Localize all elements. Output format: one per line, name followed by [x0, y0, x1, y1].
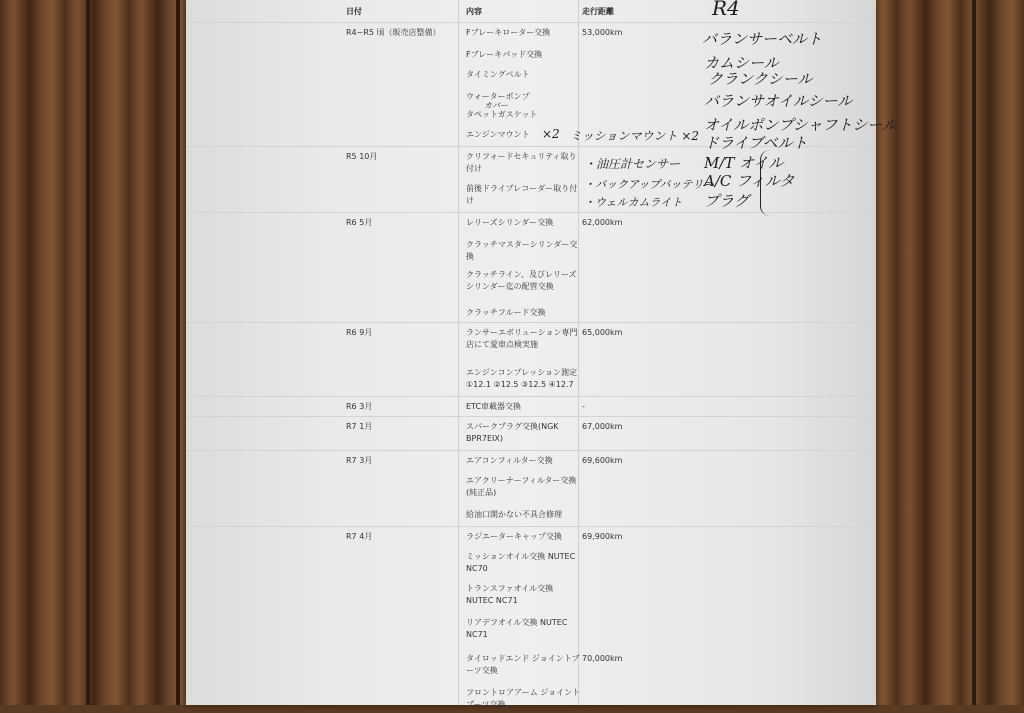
row-mileage: 53,000km	[582, 28, 623, 37]
header-mileage: 走行距離	[582, 7, 614, 16]
row-item: クラッチライン、及びレリーズシリンダー迄の配管交換	[466, 270, 577, 291]
wood-seam	[972, 0, 976, 705]
table-row	[186, 302, 876, 323]
row-date: R4~R5 頃（販売店整備）	[346, 28, 441, 37]
table-row	[186, 612, 876, 649]
handwritten-item: オイルポンプシャフトシール	[704, 116, 898, 134]
handwritten-item: カムシール	[704, 54, 779, 72]
table-row	[186, 450, 876, 471]
row-item: トランスファオイル交換 NUTEC NC71	[466, 584, 554, 605]
maintenance-record-sheet	[186, 0, 898, 709]
row-date: R6 5月	[346, 218, 373, 227]
row-item: ETC車載器交換	[466, 402, 522, 411]
row-item: Fブレーキパッド交換	[466, 50, 543, 59]
row-item: ラジエーターキャップ交換	[466, 532, 562, 541]
header-date: 日付	[346, 7, 362, 16]
handwritten-item: ドライブベルト	[704, 134, 808, 152]
row-mileage: 62,000km	[582, 218, 623, 227]
handwritten-brace-item: ・油圧計センサー	[584, 157, 681, 171]
table-row	[186, 362, 876, 397]
table-row	[186, 212, 876, 235]
row-date: R6 9月	[346, 328, 373, 337]
row-date: R6 3月	[346, 402, 373, 411]
table-row	[186, 648, 876, 683]
row-date: R7 3月	[346, 456, 373, 465]
handwritten-tappet-note: カバー	[484, 101, 508, 110]
row-item: 給油口開かない不具合修理	[466, 510, 562, 519]
row-item: エアクリーナーフィルター交換(純正品)	[466, 476, 577, 497]
handwritten-brace	[760, 150, 771, 216]
row-mileage: 65,000km	[582, 328, 623, 337]
row-item: ウォーターポンプ	[466, 92, 530, 101]
handwritten-item: プラグ	[704, 192, 750, 210]
row-item: タイロッドエンド ジョイントブーツ交換	[466, 654, 580, 675]
handwritten-mission-mount: ミッションマウント ×2	[570, 129, 700, 143]
row-item: エアコンフィルター交換	[466, 456, 553, 465]
handwritten-item: バランサオイルシール	[704, 92, 853, 110]
table-row	[186, 546, 876, 579]
row-date: R7 4月	[346, 532, 373, 541]
row-item: タペットガスケット	[466, 110, 538, 119]
handwritten-brace-item: ・ウェルカムライト	[584, 196, 683, 209]
row-item: タイミングベルト	[466, 70, 530, 79]
row-item: エンジンマウント	[466, 130, 530, 139]
table-row	[186, 504, 876, 527]
row-item: リアデフオイル交換 NUTEC NC71	[466, 618, 568, 639]
table-row	[186, 264, 876, 303]
handwritten-brace-item: ・バックアップバッテリー	[584, 178, 715, 191]
row-item: エンジンコンプレッション測定 ①12.1 ②12.5 ③12.5 ④12.7	[466, 368, 578, 389]
row-item: クラッチフルード交換	[466, 308, 546, 317]
wood-seam	[176, 0, 180, 705]
handwritten-item: A/C フィルタ	[704, 172, 795, 190]
header-content: 内容	[466, 7, 482, 16]
handwritten-item: M/T オイル	[704, 154, 784, 172]
row-item: ミッションオイル交換 NUTEC NC70	[466, 552, 576, 573]
handwritten-mount-count: ×2	[542, 127, 560, 141]
row-item: 前後ドライブレコーダー取り付け	[466, 184, 578, 205]
row-item: Fブレーキローター交換	[466, 28, 551, 37]
row-item: クラッチマスターシリンダー交換	[466, 240, 578, 261]
row-item: レリーズシリンダー交換	[466, 218, 554, 227]
row-item: クリフォードセキュリティ取り付け	[466, 152, 577, 173]
row-mileage: 70,000km	[582, 654, 623, 663]
row-mileage: 69,900km	[582, 532, 623, 541]
handwritten-item: バランサーベルト	[702, 30, 823, 48]
row-date: R5 10月	[346, 152, 378, 161]
table-row	[186, 578, 876, 613]
table-header	[186, 0, 876, 23]
row-mileage: -	[582, 402, 585, 411]
row-date: R7 1月	[346, 422, 373, 431]
row-item: スパークプラグ交換(NGK BPR7EIX)	[466, 422, 559, 443]
row-item: フロントロアアーム ジョイントブーツ交換	[466, 688, 581, 709]
handwritten-title: R4	[712, 0, 740, 20]
row-mileage: 69,600km	[582, 456, 623, 465]
table-row	[186, 322, 876, 363]
row-item: ランサーエボリューション専門店にて愛車点検実施	[466, 328, 578, 349]
handwritten-item: クランクシール	[708, 70, 813, 88]
row-mileage: 67,000km	[582, 422, 623, 431]
table-row	[186, 470, 876, 505]
table-row	[186, 416, 876, 451]
table-row	[186, 682, 876, 713]
wood-seam	[86, 0, 90, 705]
table-row	[186, 234, 876, 265]
table-row	[186, 396, 876, 417]
table-row	[186, 526, 876, 547]
